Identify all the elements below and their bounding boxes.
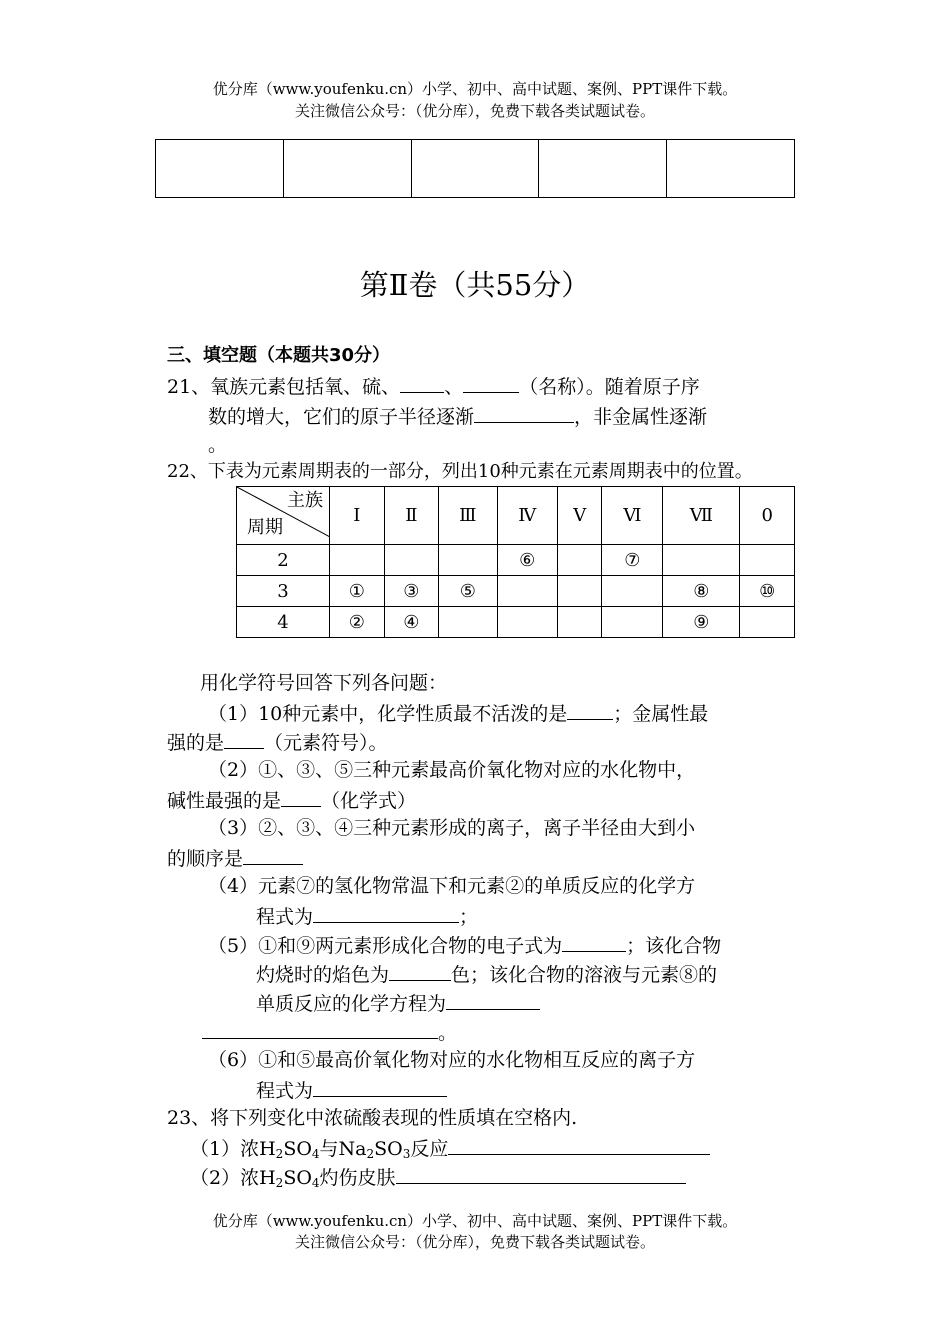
table-cell: ⑥ — [497, 545, 557, 576]
q22-blank-8[interactable] — [446, 987, 540, 1010]
table-cell — [384, 545, 439, 576]
table-cell — [740, 607, 795, 638]
q22-sub5-line1: （5）①和⑨两元素形成化合物的电子式为 ；该化合物 — [208, 929, 721, 961]
answer-cell — [667, 140, 795, 198]
table-cell — [557, 545, 602, 576]
q22-blank-9[interactable] — [202, 1016, 438, 1039]
q21-blank-1[interactable] — [400, 370, 444, 393]
q22-blank-3[interactable] — [281, 784, 321, 807]
table-cell — [602, 607, 663, 638]
q22-blank-4[interactable] — [243, 842, 303, 865]
table-row — [237, 607, 795, 638]
q23-blank-1[interactable] — [448, 1132, 710, 1155]
q22-sub2-line1: （2）①、③、⑤三种元素最高价氧化物对应的水化物中， — [208, 759, 696, 781]
table-cell: ⑦ — [602, 545, 663, 576]
table-cell — [663, 545, 740, 576]
table-cell — [557, 576, 602, 607]
q22-sub6-line1: （6）①和⑤最高价氧化物对应的水化物相互反应的离子方 — [208, 1049, 696, 1071]
table-cell: ⑨ — [663, 607, 740, 638]
q22-blank-1[interactable] — [567, 697, 613, 720]
table-cell — [740, 545, 795, 576]
q21-line-1: 21、氧族元素包括氧、硫、 、 （名称）。随着原子序 — [167, 370, 700, 402]
table-cell: ⑧ — [663, 576, 740, 607]
q23-item-1: （1）浓$H_2SO_4$与$Na_2SO_3$反应 — [190, 1132, 710, 1169]
period-label: 2 — [237, 545, 330, 576]
group-header: Ⅶ — [663, 487, 740, 545]
answer-cell — [283, 140, 411, 198]
q22-sub5-line3: 单质反应的化学方程为 — [256, 987, 540, 1019]
volume-title: 第Ⅱ卷（共55分） — [359, 268, 591, 302]
q22-sub3-line1: （3）②、③、④三种元素形成的离子，离子半径由大到小 — [208, 817, 696, 839]
q21-blank-3[interactable] — [474, 400, 574, 423]
q21-line-2: 数的增大，它们的原子半径逐渐 ，非金属性逐渐 — [208, 400, 707, 432]
table-cell — [439, 545, 497, 576]
table-cell — [557, 607, 602, 638]
periodic-table — [236, 486, 795, 638]
q22-blank-2[interactable] — [224, 726, 264, 749]
answer-cell — [539, 140, 667, 198]
table-cell: ⑤ — [439, 576, 497, 607]
answer-cell — [156, 140, 284, 198]
group-header: Ⅲ — [439, 487, 497, 545]
group-header: Ⅱ — [384, 487, 439, 545]
header-line-2: 关注微信公众号：（优分库），免费下载各类试题试卷。 — [294, 102, 655, 120]
q22-sub6-line2: 程式为 — [256, 1074, 447, 1106]
q22-sub3-line2: 的顺序是 — [167, 842, 303, 874]
table-cell — [439, 607, 497, 638]
q22-sub5-line2: 灼烧时的焰色为 色；该化合物的溶液与元素⑧的 — [256, 958, 717, 990]
q22-sub5-line4: 。 — [202, 1016, 457, 1048]
q22-sub2-line2: 碱性最强的是 （化学式） — [167, 784, 416, 816]
q22-sub1-line2: 强的是 （元素符号）。 — [167, 726, 388, 758]
table-cell: ② — [330, 607, 385, 638]
table-cell: ③ — [384, 576, 439, 607]
footer-line-2: 关注微信公众号：（优分库），免费下载各类试题试卷。 — [294, 1233, 655, 1251]
group-header: Ⅴ — [557, 487, 602, 545]
group-header: Ⅰ — [330, 487, 385, 545]
q23-blank-2[interactable] — [396, 1161, 686, 1184]
table-cell: ⑩ — [740, 576, 795, 607]
q22-blank-5[interactable] — [313, 900, 459, 923]
table-cell — [330, 545, 385, 576]
q21-blank-2[interactable] — [463, 370, 519, 393]
table-row — [237, 545, 795, 576]
corner-top-label: 主族 — [287, 490, 323, 511]
q22-blank-10[interactable] — [313, 1074, 447, 1097]
corner-bottom-label: 周期 — [247, 517, 283, 538]
q22-sub4-line2: 程式为 ； — [256, 900, 478, 932]
header-line-1: 优分库（www.youfenku.cn）小学、初中、高中试题、案例、PPT课件下载。 — [212, 80, 738, 98]
q23-intro: 23、将下列变化中浓硫酸表现的性质填在空格内. — [167, 1107, 578, 1129]
answer-cell — [411, 140, 539, 198]
table-cell — [497, 607, 557, 638]
table-corner — [237, 487, 330, 545]
footer-line-1: 优分库（www.youfenku.cn）小学、初中、高中试题、案例、PPT课件下载。 — [212, 1212, 738, 1230]
group-header: Ⅵ — [602, 487, 663, 545]
table-cell — [602, 576, 663, 607]
q22-instruction: 用化学符号回答下列各问题： — [200, 672, 448, 694]
group-header: Ⅳ — [497, 487, 557, 545]
table-row — [237, 576, 795, 607]
table-cell: ④ — [384, 607, 439, 638]
q22-blank-6[interactable] — [562, 929, 626, 952]
table-cell: ① — [330, 576, 385, 607]
q22-sub4-line1: （4）元素⑦的氢化物常温下和元素②的单质反应的化学方 — [208, 875, 696, 897]
q22-sub1-line1: （1）10种元素中，化学性质最不活泼的是 ；金属性最 — [208, 697, 708, 729]
q23-item-2: （2）浓$H_2SO_4$灼伤皮肤 — [190, 1161, 686, 1198]
period-label: 4 — [237, 607, 330, 638]
table-cell — [497, 576, 557, 607]
q22-blank-7[interactable] — [389, 958, 451, 981]
group-header: 0 — [740, 487, 795, 545]
q21-line-3: 。 — [208, 434, 228, 456]
answer-grid — [155, 139, 795, 198]
q22-intro: 22、下表为元素周期表的一部分，列出10种元素在元素周期表中的位置。 — [167, 461, 753, 482]
period-label: 3 — [237, 576, 330, 607]
section-title: 三、填空题（本题共30分） — [167, 345, 391, 366]
